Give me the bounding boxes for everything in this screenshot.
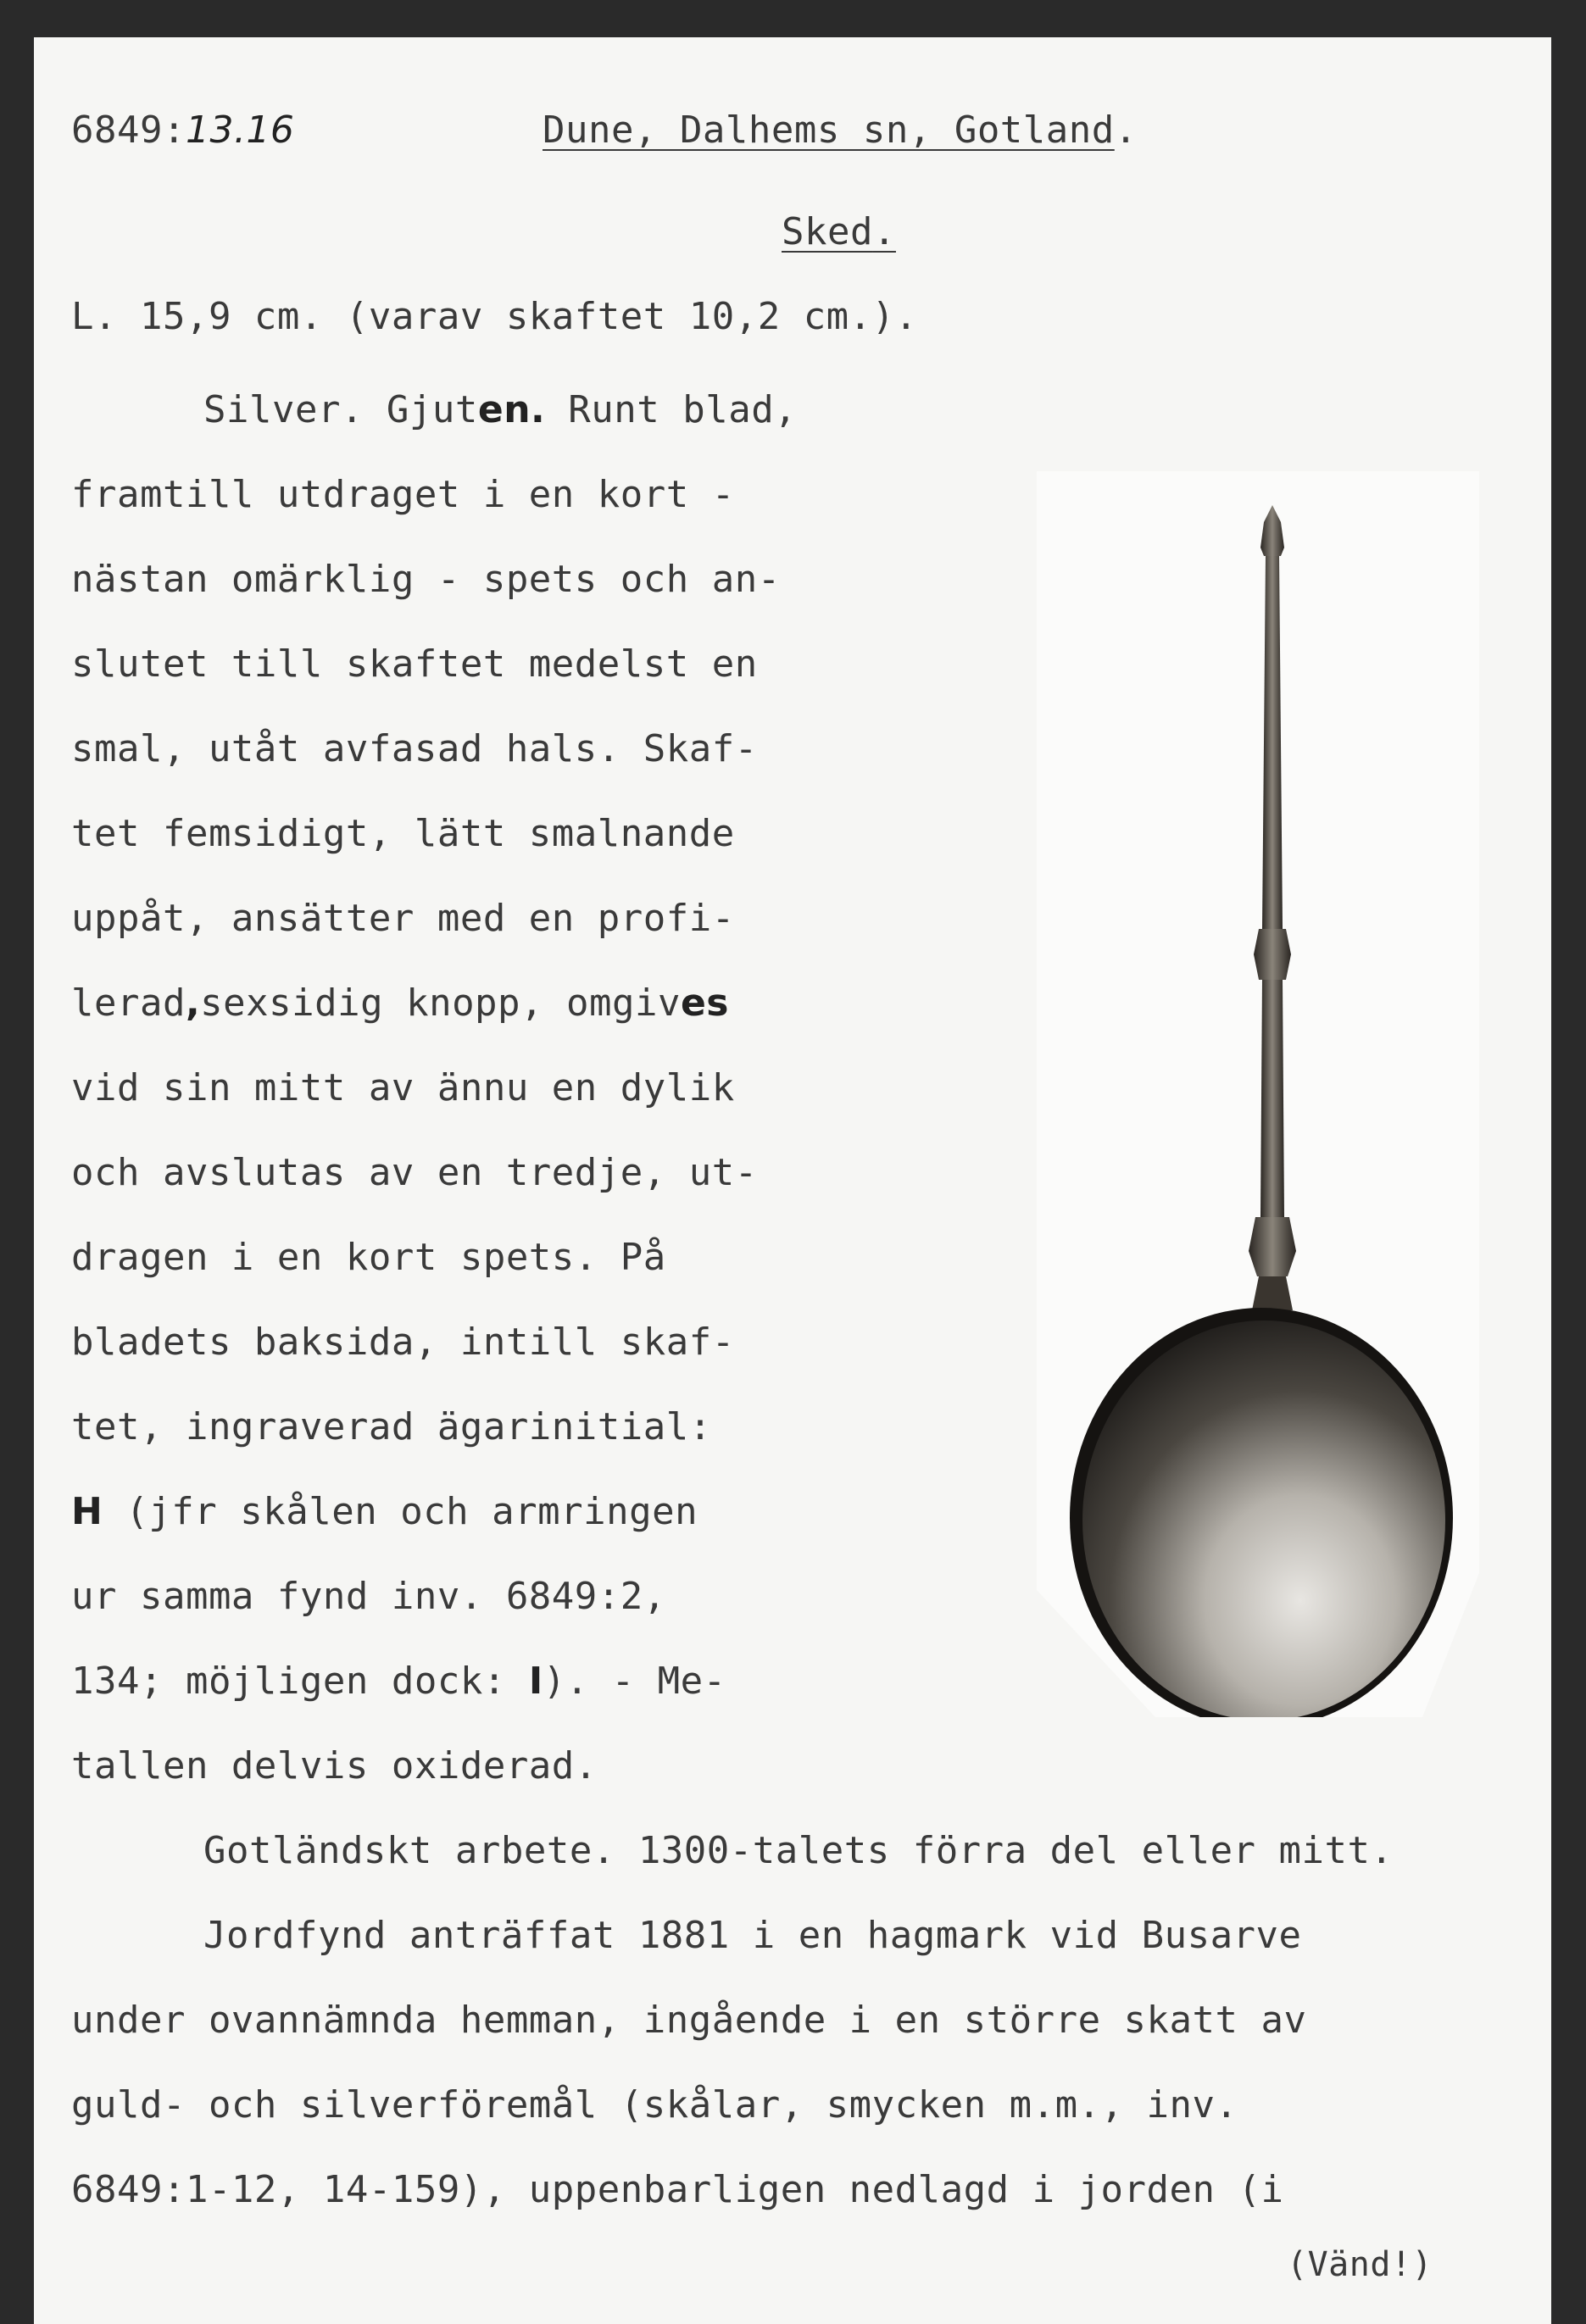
description-line: tet femsidigt, lätt smalnande <box>71 812 735 855</box>
description-line: dragen i en kort spets. På <box>71 1236 666 1279</box>
description-line: vid sin mitt av ännu en dylik <box>71 1066 735 1109</box>
description-line: framtill utdraget i en kort - <box>71 473 735 516</box>
description-line: nästan omärklig - spets och an- <box>71 558 781 601</box>
description-line: H (jfr skålen och armringen <box>71 1490 698 1533</box>
description-line: uppåt, ansätter med en profi- <box>71 897 735 940</box>
description-line: tallen delvis oxiderad. <box>71 1744 598 1787</box>
owner-initial-mark: H <box>71 1490 103 1533</box>
description-line: lerad,sexsidig knopp, omgives <box>71 981 729 1025</box>
description-line: tet, ingraverad ägarinitial: <box>71 1405 712 1448</box>
catalog-card <box>34 37 1551 2324</box>
object-title: Sked. <box>782 210 896 253</box>
find-paragraph-line: guld- och silverföremål (skålar, smycken m.m., inv. <box>71 2083 1238 2127</box>
find-paragraph-line: 6849:1-12, 14-159), uppenbarligen nedlagd i jorden (i <box>71 2168 1284 2211</box>
description-line: 134; möjligen dock: I). - Me- <box>71 1660 726 1703</box>
find-location: Dune, Dalhems sn, Gotland. <box>543 108 1138 152</box>
alt-initial-mark: I <box>528 1660 543 1703</box>
spoon-collar <box>1249 1217 1296 1276</box>
spoon-handle-lower <box>1260 980 1284 1217</box>
description-line: bladets baksida, intill skaf- <box>71 1320 735 1364</box>
measurements: L. 15,9 cm. (varav skaftet 10,2 cm.). <box>71 295 918 338</box>
inventory-number: 6849:13.16 <box>71 108 295 152</box>
spoon-knop <box>1254 929 1291 980</box>
find-paragraph-line: under ovannämnda hemman, ingående i en större skatt av <box>71 1999 1307 2042</box>
spoon-bowl <box>1082 1320 1445 1717</box>
handwritten-number: 13.16 <box>185 108 295 152</box>
turn-page-note: (Vänd!) <box>1287 2245 1433 2284</box>
spoon-handle-upper <box>1262 556 1283 929</box>
description-line: ur samma fynd inv. 6849:2, <box>71 1575 666 1618</box>
spoon-neck <box>1252 1276 1293 1310</box>
dating-paragraph: Gotländskt arbete. 1300-talets förra del eller mitt. <box>203 1829 1394 1872</box>
description-line: slutet till skaftet medelst en <box>71 642 758 686</box>
description-line: och avslutas av en tredje, ut- <box>71 1151 758 1194</box>
description-line: Silver. Gjuten. Runt blad, <box>203 388 798 431</box>
description-line: smal, utåt avfasad hals. Skaf- <box>71 727 758 770</box>
find-paragraph-line: Jordfynd anträffat 1881 i en hagmark vid Busarve <box>203 1914 1302 1957</box>
spoon-photo <box>1037 471 1479 1717</box>
